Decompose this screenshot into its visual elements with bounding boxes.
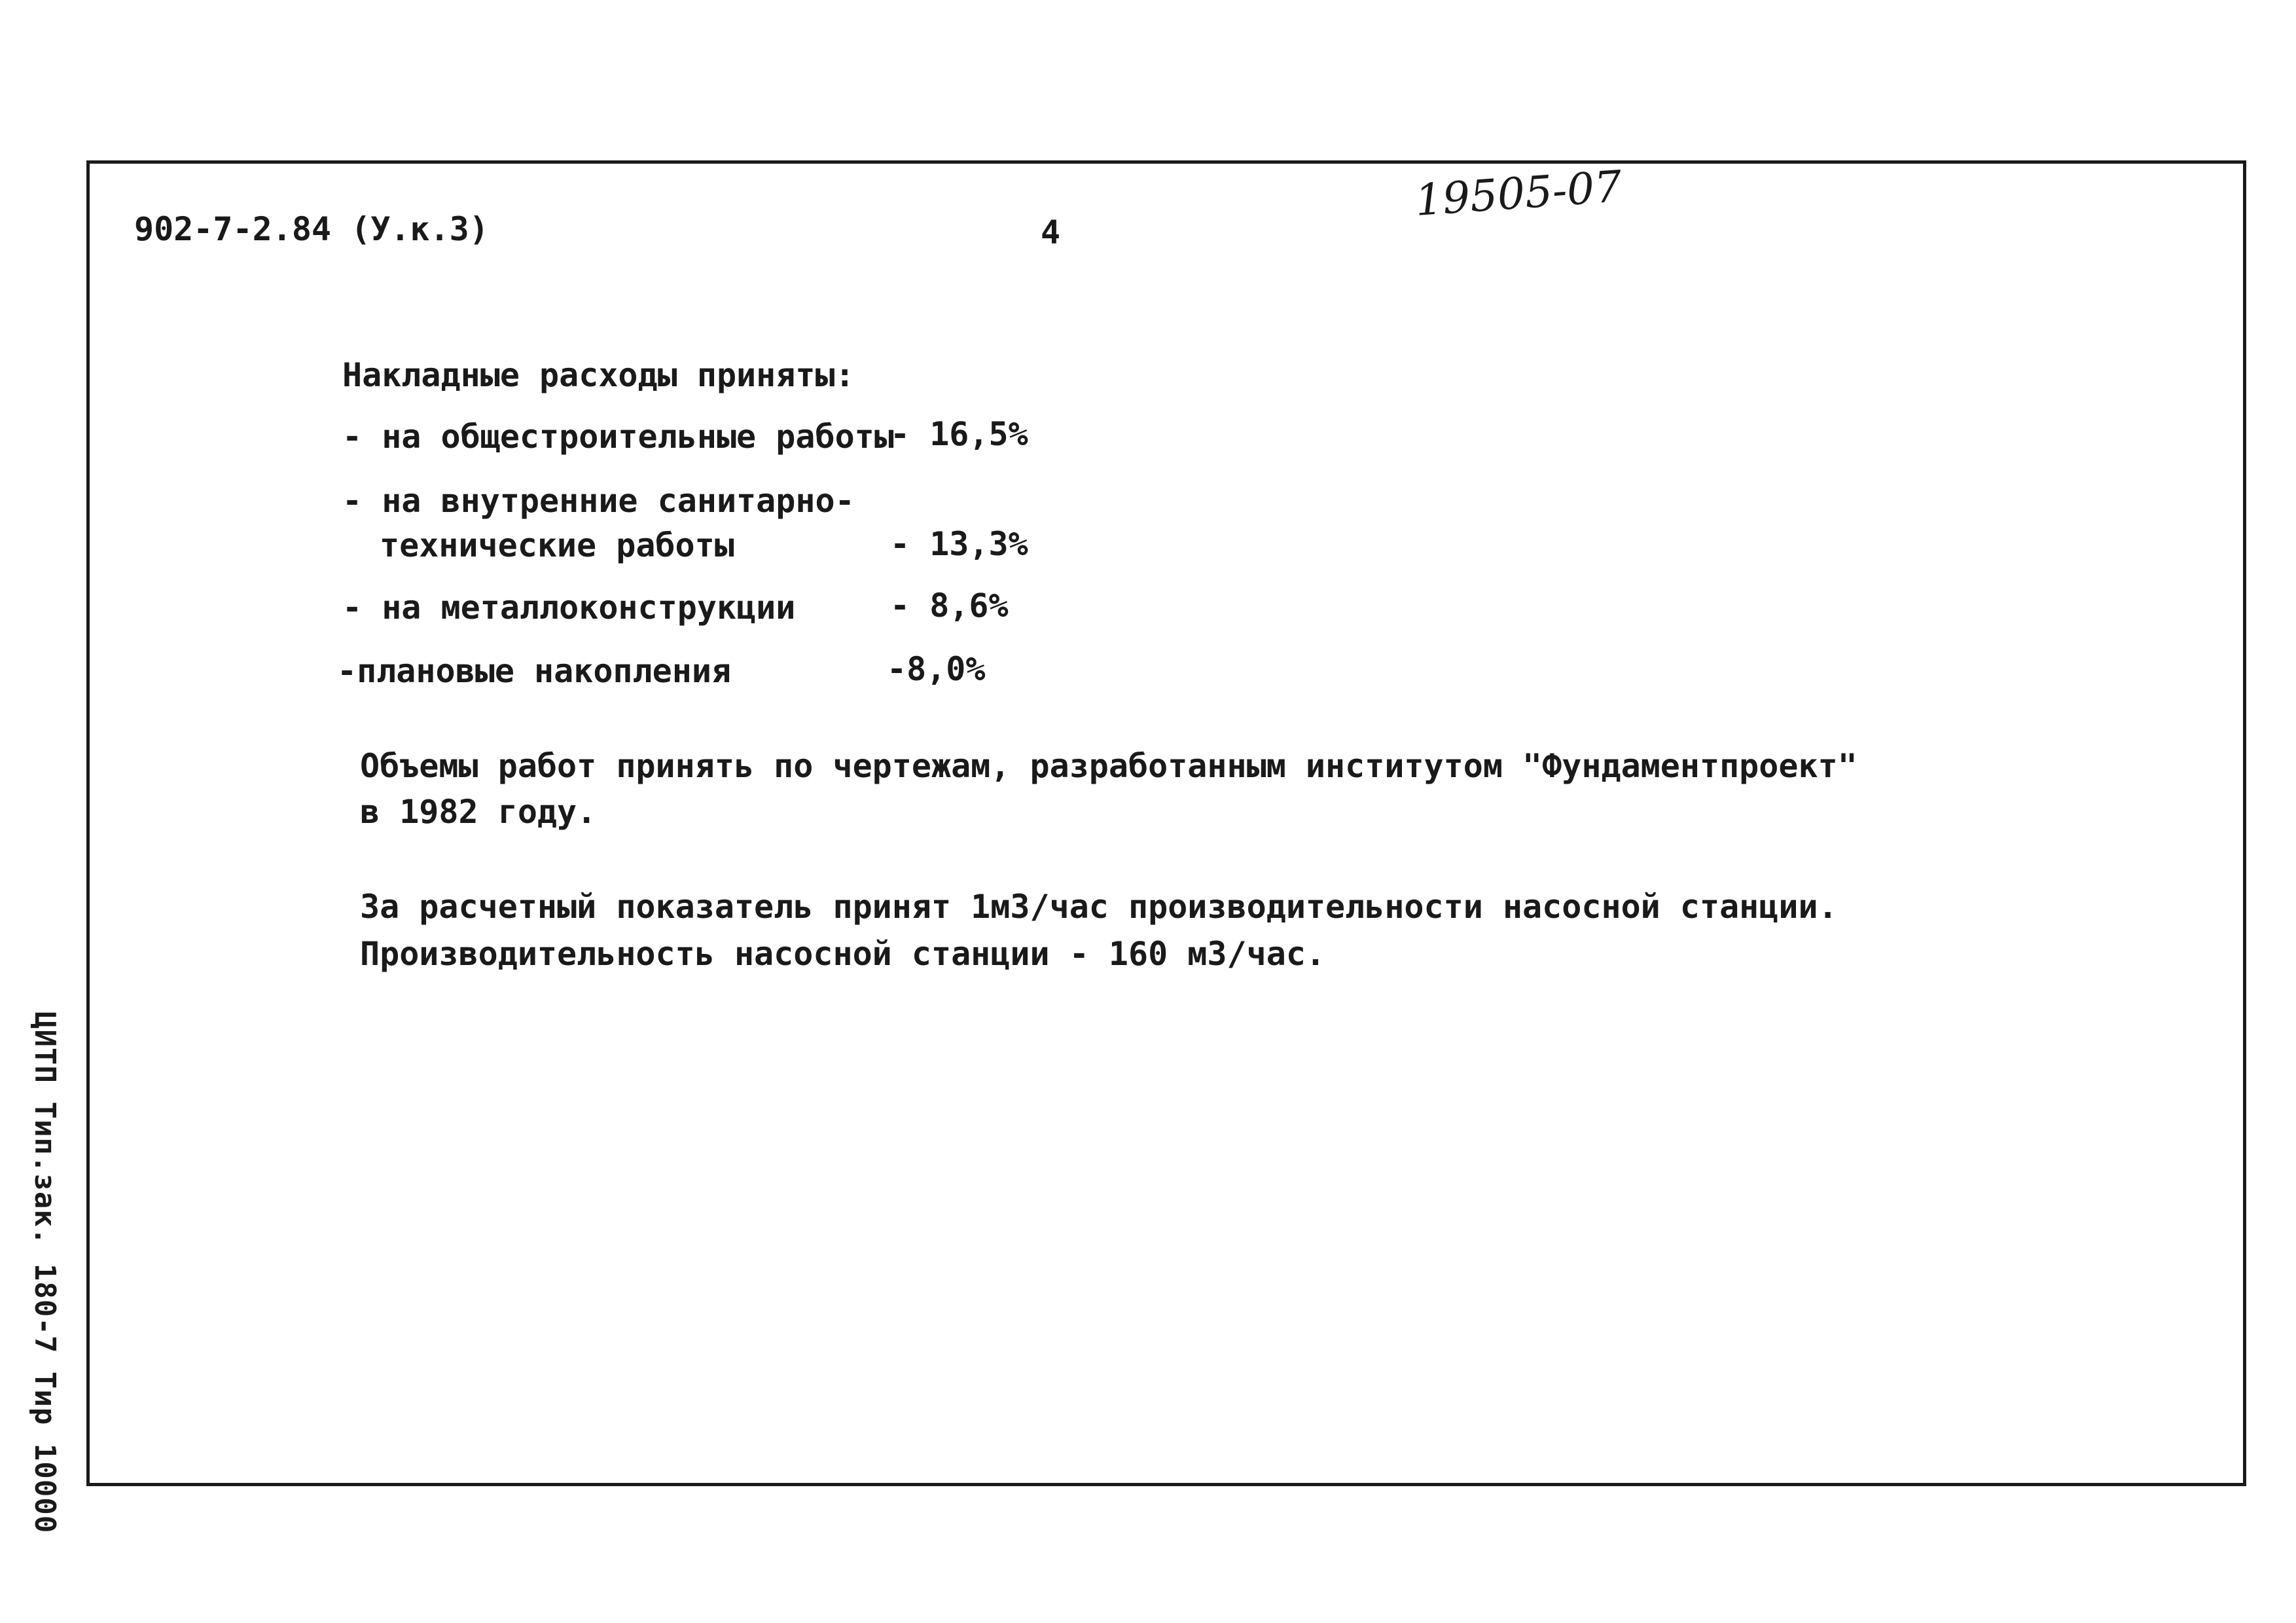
overheads-title: Накладные расходы приняты: <box>342 356 855 394</box>
indicator-paragraph-line-2: Производительность насосной станции - 160 м3/час. <box>360 935 1326 973</box>
overhead-value: - 16,5% <box>890 415 1028 453</box>
overhead-label: -плановые накопления <box>337 652 732 690</box>
document-code: 902-7-2.84 (У.к.3) <box>134 210 489 248</box>
indicator-paragraph-line-1: За расчетный показатель принят 1м3/час производительности насосной станции. <box>360 888 1838 926</box>
overhead-label: - на внутренние санитарно- <box>342 482 855 520</box>
handwritten-number: 19505-07 <box>1413 161 1624 226</box>
overhead-label: - на общестроительные работы <box>342 418 894 456</box>
page-number: 4 <box>1041 213 1061 251</box>
printing-stamp-text: ЦИТП Тип.зак. 180-7 Тир 10000 <box>28 1012 62 1534</box>
overhead-label: технические работы <box>380 526 734 564</box>
volumes-paragraph-line-1: Объемы работ принять по чертежам, разработанным институтом "Фундаментпроект" <box>360 747 1857 785</box>
overhead-value: -8,0% <box>887 650 986 688</box>
volumes-paragraph-line-2: в 1982 году. <box>360 793 597 831</box>
overhead-label: - на металлоконструкции <box>342 589 796 627</box>
printing-stamp <box>28 1012 62 1534</box>
overhead-value: - 8,6% <box>890 587 1009 625</box>
overhead-value: - 13,3% <box>890 525 1028 563</box>
